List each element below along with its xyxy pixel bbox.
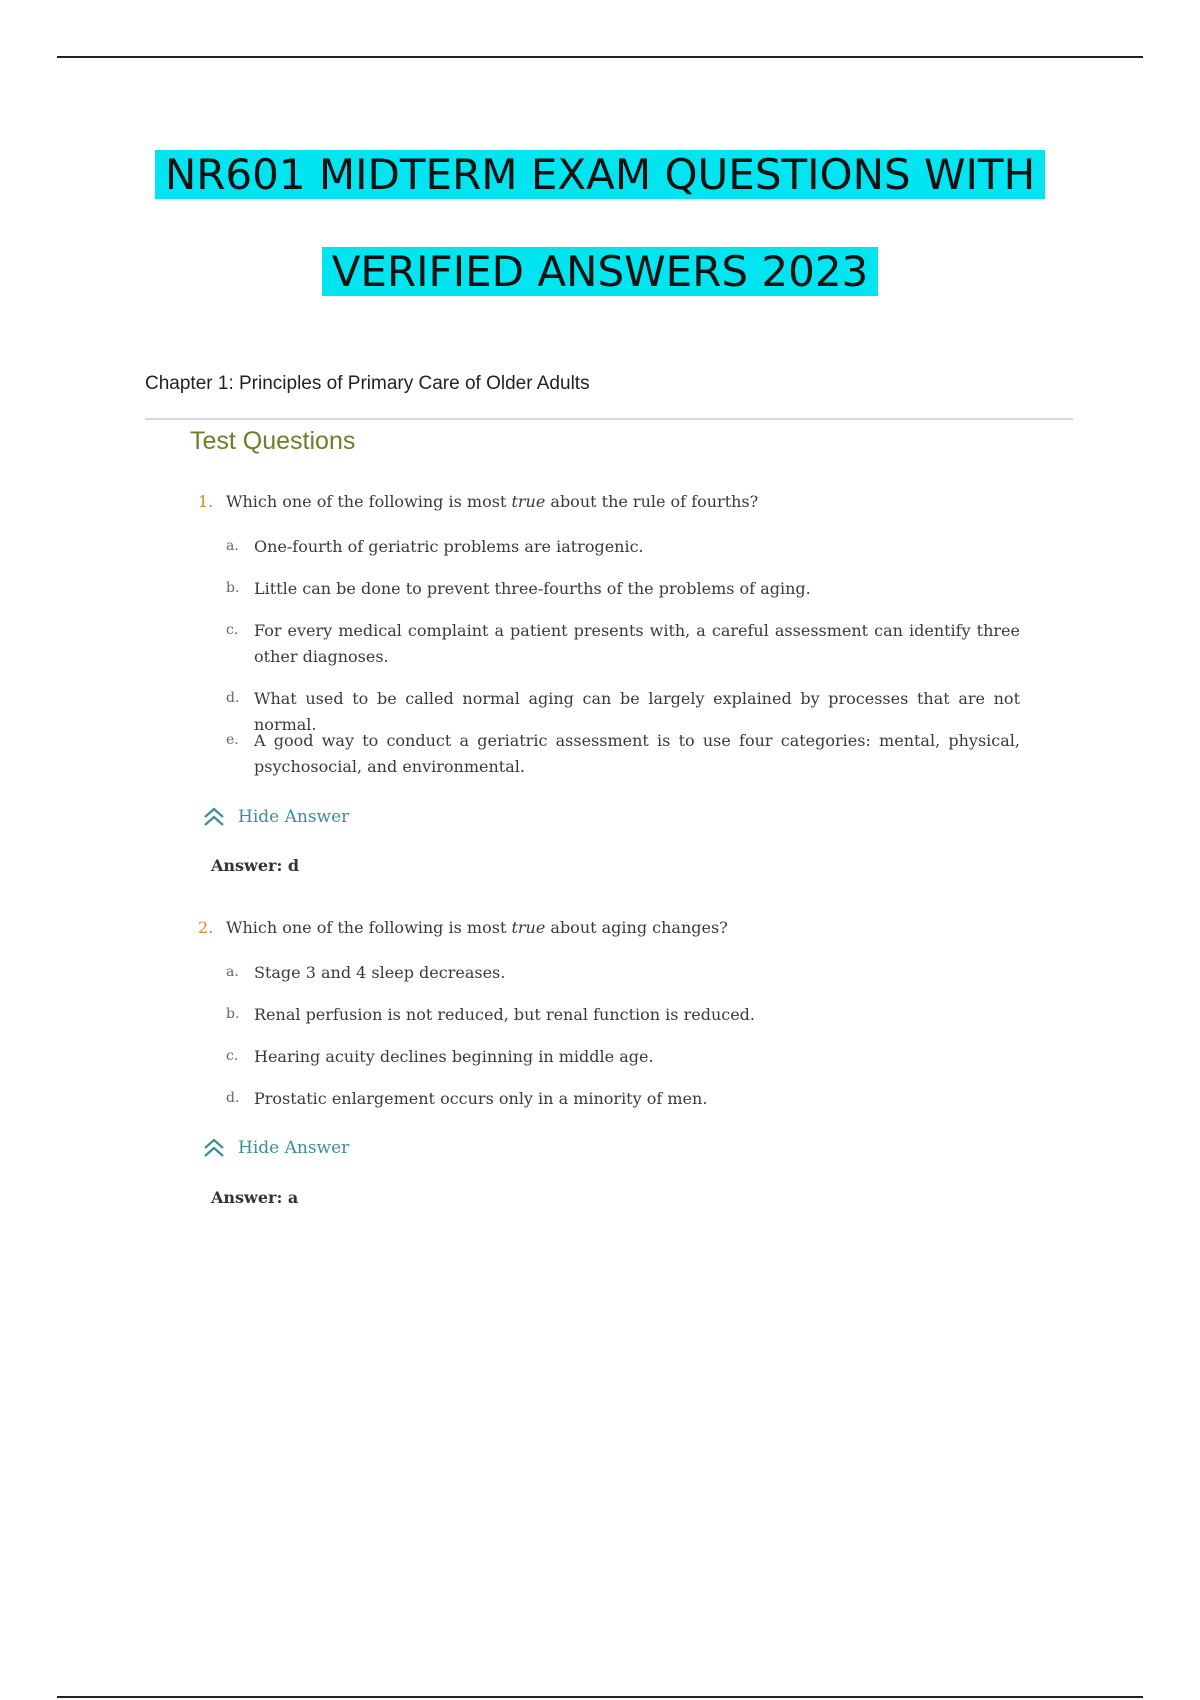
question-1-option-e-letter: e. xyxy=(226,732,239,748)
question-1-text-before: Which one of the following is most xyxy=(226,492,512,511)
question-2-number: 2. xyxy=(198,918,214,937)
question-2-option-d-text: Prostatic enlargement occurs only in a minority of men. xyxy=(254,1089,708,1108)
question-1-option-c-text: For every medical complaint a patient presents with, a careful assessment can identify three other diagnoses. xyxy=(254,621,1020,666)
answer-1: Answer: d xyxy=(211,856,300,875)
question-2-text xyxy=(226,918,728,937)
question-2-option-d-letter: d. xyxy=(226,1090,240,1106)
question-2-option-b-text: Renal perfusion is not reduced, but renal function is reduced. xyxy=(254,1005,755,1024)
question-1-option-a-text: One-fourth of geriatric problems are iatrogenic. xyxy=(254,537,644,556)
question-2-text-after: about aging changes? xyxy=(545,918,728,937)
chapter-heading: Chapter 1: Principles of Primary Care of Older Adults xyxy=(145,373,590,394)
question-2-option-c-text: Hearing acuity declines beginning in middle age. xyxy=(254,1047,654,1066)
question-2-option-c-letter: c. xyxy=(226,1048,239,1064)
double-chevron-up-icon xyxy=(202,1137,226,1159)
answer-2: Answer: a xyxy=(211,1188,299,1207)
question-1-option-a-letter: a. xyxy=(226,538,239,554)
question-1-option-e-text: A good way to conduct a geriatric assessment is to use four categories: mental, physical, psychosocial, and environmental. xyxy=(254,731,1020,776)
question-1-option-b-text: Little can be done to prevent three-fourths of the problems of aging. xyxy=(254,579,811,598)
question-1-emphasis: true xyxy=(511,492,546,511)
question-2-option-a-text: Stage 3 and 4 sleep decreases. xyxy=(254,963,506,982)
question-1-text-after: about the rule of fourths? xyxy=(545,492,759,511)
question-2-text-before: Which one of the following is most xyxy=(226,918,512,937)
double-chevron-up-icon xyxy=(202,806,226,828)
question-2-emphasis: true xyxy=(511,918,546,937)
hide-answer-label-1: Hide Answer xyxy=(238,807,350,827)
document-title-line-1 xyxy=(0,143,1200,207)
title-highlight-2: VERIFIED ANSWERS 2023 xyxy=(322,247,879,296)
question-2-option-b-letter: b. xyxy=(226,1006,240,1022)
title-highlight-1: NR601 MIDTERM EXAM QUESTIONS WITH xyxy=(155,150,1045,199)
question-1-number: 1. xyxy=(198,492,214,511)
bottom-rule xyxy=(57,1696,1143,1698)
chapter-divider xyxy=(145,418,1073,420)
document-title-line-2 xyxy=(0,240,1200,304)
hide-answer-toggle-2[interactable] xyxy=(202,1137,349,1159)
question-1-option-b-letter: b. xyxy=(226,580,240,596)
question-1-option-d-letter: d. xyxy=(226,690,240,706)
question-1-option-d-text: What used to be called normal aging can be largely explained by processes that are not normal. xyxy=(254,689,1020,734)
question-1-option-c-letter: c. xyxy=(226,622,239,638)
hide-answer-label-2: Hide Answer xyxy=(238,1138,350,1158)
top-rule xyxy=(57,56,1143,58)
question-2-option-a-letter: a. xyxy=(226,964,239,980)
hide-answer-toggle-1[interactable] xyxy=(202,806,349,828)
section-heading: Test Questions xyxy=(190,427,356,455)
question-1-text xyxy=(226,492,758,511)
